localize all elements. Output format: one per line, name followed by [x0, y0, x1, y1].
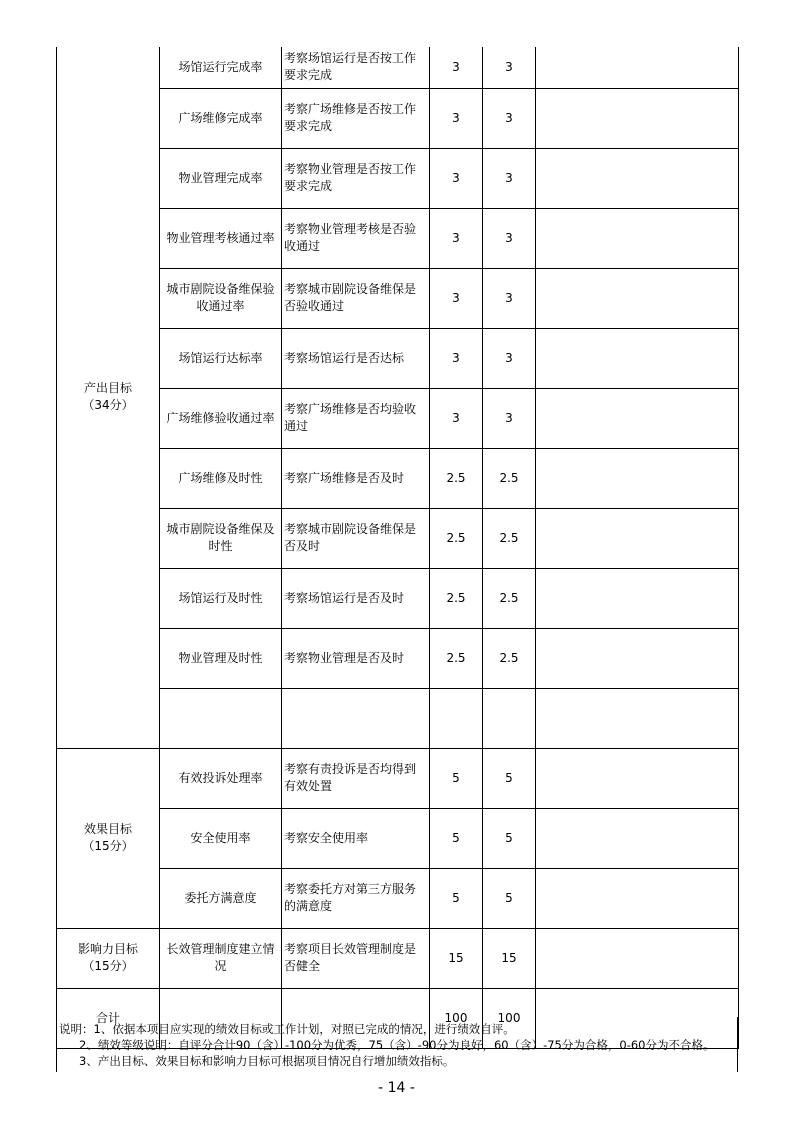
- weight-cell: 3: [430, 268, 483, 328]
- category-effect-label: 效果目标: [83, 822, 132, 836]
- table-row: [57, 88, 739, 148]
- score-cell: 3: [483, 88, 536, 148]
- score-cell: 15: [483, 928, 536, 988]
- score-cell: 3: [483, 388, 536, 448]
- category-effect-cell: [57, 748, 160, 928]
- remark-cell: [536, 808, 739, 868]
- table-row: [57, 448, 739, 508]
- indicator-cell: 物业管理完成率: [160, 148, 282, 208]
- score-cell: 2.5: [483, 628, 536, 688]
- table-row: [57, 928, 739, 988]
- description-cell: 考察城市剧院设备维保是否及时: [282, 508, 430, 568]
- weight-cell: 3: [430, 47, 483, 88]
- remark-cell: [536, 568, 739, 628]
- table-row-empty: [57, 688, 739, 748]
- remark-cell: [536, 448, 739, 508]
- category-output-cell: [57, 47, 160, 748]
- remark-cell: [536, 208, 739, 268]
- category-effect-score: （15分）: [82, 839, 134, 853]
- description-cell: 考察场馆运行是否达标: [282, 328, 430, 388]
- score-cell: 2.5: [483, 508, 536, 568]
- indicator-cell: 有效投诉处理率: [160, 748, 282, 808]
- description-cell: 考察物业管理考核是否验收通过: [282, 208, 430, 268]
- performance-table: [56, 47, 739, 1049]
- empty-cell: [160, 688, 282, 748]
- weight-cell: 2.5: [430, 568, 483, 628]
- total-weight-cell: 100: [430, 988, 483, 1048]
- score-cell: 3: [483, 208, 536, 268]
- description-cell: 考察有责投诉是否均得到有效处置: [282, 748, 430, 808]
- remark-cell: [536, 47, 739, 88]
- remark-cell: [536, 508, 739, 568]
- indicator-cell: 广场维修验收通过率: [160, 388, 282, 448]
- description-cell: 考察城市剧院设备维保是否验收通过: [282, 268, 430, 328]
- description-cell: 考察项目长效管理制度是否健全: [282, 928, 430, 988]
- table-row: [57, 748, 739, 808]
- remark-cell: [536, 868, 739, 928]
- empty-cell: [430, 688, 483, 748]
- table-row: [57, 268, 739, 328]
- indicator-cell: 场馆运行完成率: [160, 47, 282, 88]
- total-label-cell: 合计: [57, 988, 160, 1048]
- description-cell: 考察物业管理是否按工作要求完成: [282, 148, 430, 208]
- category-impact-label: 影响力目标: [77, 942, 138, 956]
- description-cell: 考察物业管理是否及时: [282, 628, 430, 688]
- weight-cell: 3: [430, 328, 483, 388]
- indicator-cell: 广场维修完成率: [160, 88, 282, 148]
- remark-cell: [536, 388, 739, 448]
- score-cell: 2.5: [483, 568, 536, 628]
- table-row: [57, 628, 739, 688]
- weight-cell: 3: [430, 88, 483, 148]
- score-cell: 3: [483, 148, 536, 208]
- weight-cell: 3: [430, 388, 483, 448]
- indicator-cell: 场馆运行及时性: [160, 568, 282, 628]
- table-row: [57, 47, 739, 88]
- indicator-cell: 物业管理及时性: [160, 628, 282, 688]
- remark-cell: [536, 88, 739, 148]
- table-row: [57, 568, 739, 628]
- indicator-cell: 委托方满意度: [160, 868, 282, 928]
- score-cell: 3: [483, 268, 536, 328]
- table-row: [57, 808, 739, 868]
- weight-cell: 2.5: [430, 628, 483, 688]
- weight-cell: 5: [430, 748, 483, 808]
- score-cell: 5: [483, 748, 536, 808]
- category-impact-cell: [57, 928, 160, 988]
- empty-cell: [483, 688, 536, 748]
- score-cell: 2.5: [483, 448, 536, 508]
- table-row: [57, 388, 739, 448]
- table-row: [57, 208, 739, 268]
- remark-cell: [536, 688, 739, 748]
- category-output-label: 产出目标: [83, 381, 132, 396]
- weight-cell: 2.5: [430, 508, 483, 568]
- weight-cell: 3: [430, 208, 483, 268]
- remark-cell: [536, 268, 739, 328]
- description-cell: 考察委托方对第三方服务的满意度: [282, 868, 430, 928]
- description-cell: 考察安全使用率: [282, 808, 430, 868]
- description-cell: 考察场馆运行是否及时: [282, 568, 430, 628]
- indicator-cell: 长效管理制度建立情况: [160, 928, 282, 988]
- table-row: [57, 508, 739, 568]
- table-row: [57, 148, 739, 208]
- score-cell: 3: [483, 328, 536, 388]
- total-score-cell: 100: [483, 988, 536, 1048]
- weight-cell: 15: [430, 928, 483, 988]
- category-output-score: （34分）: [82, 398, 134, 413]
- description-cell: 考察广场维修是否及时: [282, 448, 430, 508]
- indicator-cell: 安全使用率: [160, 808, 282, 868]
- notes-section: [56, 1017, 738, 1072]
- weight-cell: 2.5: [430, 448, 483, 508]
- indicator-cell: 场馆运行达标率: [160, 328, 282, 388]
- remark-cell: [536, 148, 739, 208]
- weight-cell: 3: [430, 148, 483, 208]
- page-number: - 14 -: [378, 1080, 415, 1096]
- table-row: [57, 328, 739, 388]
- description-cell: 考察场馆运行是否按工作要求完成: [282, 47, 430, 88]
- remark-cell: [536, 928, 739, 988]
- indicator-cell: 物业管理考核通过率: [160, 208, 282, 268]
- note-line: 说明：1、依据本项目应实现的绩效目标或工作计划，对照已完成的情况，进行绩效自评。: [59, 1022, 515, 1036]
- note-line: 3、产出目标、效果目标和影响力目标可根据项目情况自行增加绩效指标。: [79, 1054, 455, 1068]
- indicator-cell: 城市剧院设备维保验收通过率: [160, 268, 282, 328]
- weight-cell: 5: [430, 808, 483, 868]
- note-line: 2、绩效等级说明：自评分合计90（含）-100分为优秀，75（含）-90分为良好，60（含）-75分为合格，0-60分为不合格。: [79, 1038, 715, 1052]
- weight-cell: 5: [430, 868, 483, 928]
- remark-cell: [536, 628, 739, 688]
- remark-cell: [536, 748, 739, 808]
- empty-cell: [282, 688, 430, 748]
- description-cell: 考察广场维修是否按工作要求完成: [282, 88, 430, 148]
- indicator-cell: 广场维修及时性: [160, 448, 282, 508]
- score-cell: 5: [483, 808, 536, 868]
- description-cell: 考察广场维修是否均验收通过: [282, 388, 430, 448]
- category-impact-score: （15分）: [82, 959, 134, 973]
- table-row: [57, 868, 739, 928]
- score-cell: 5: [483, 868, 536, 928]
- indicator-cell: 城市剧院设备维保及时性: [160, 508, 282, 568]
- remark-cell: [536, 328, 739, 388]
- score-cell: 3: [483, 47, 536, 88]
